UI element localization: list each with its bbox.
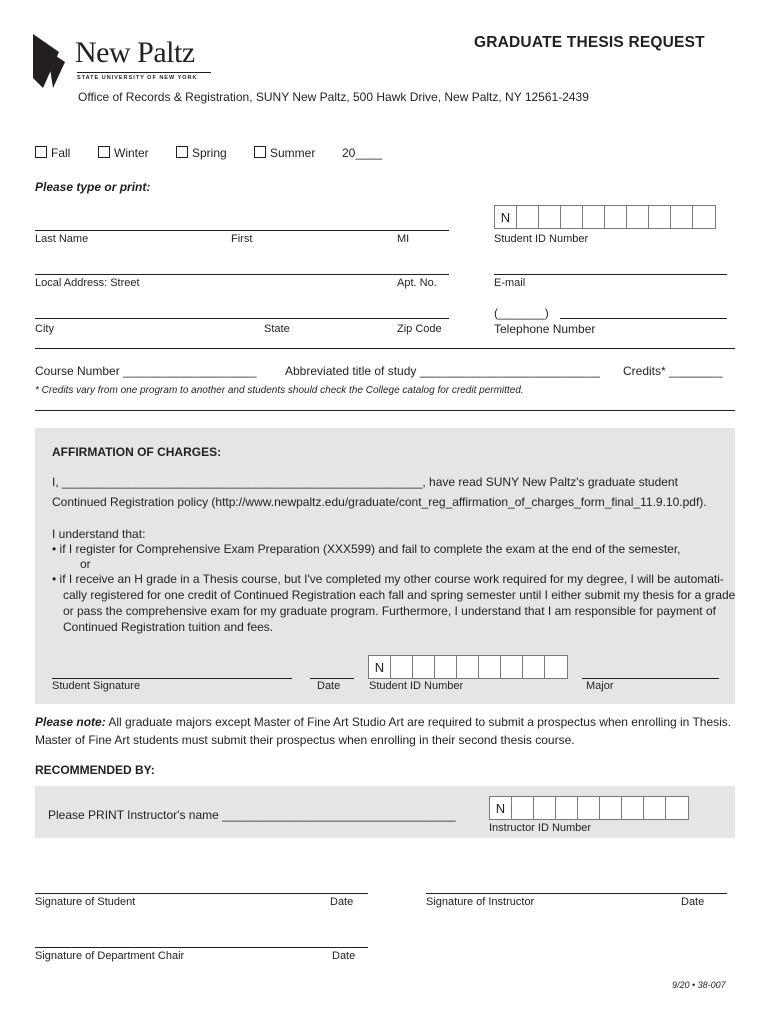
street-label: Local Address: Street bbox=[35, 277, 140, 289]
form-code: 9/20 • 38-007 bbox=[672, 980, 726, 990]
email-label: E-mail bbox=[494, 277, 526, 289]
first-name-label: First bbox=[231, 233, 253, 245]
sig-chair-label: Signature of Department Chair bbox=[35, 950, 185, 962]
note-line1 bbox=[35, 715, 731, 729]
bullet-1: • if I register for Comprehensive Exam Preparation (XXX599) and fail to complete the exam at the end of the semester, bbox=[52, 542, 681, 556]
student-sig-line[interactable] bbox=[35, 893, 368, 894]
student-id-boxes[interactable] bbox=[494, 205, 716, 229]
new-paltz-logo-icon bbox=[33, 34, 67, 88]
abbrev-title-field[interactable]: Abbreviated title of study ___________________________ bbox=[285, 364, 600, 378]
id-prefix: N bbox=[495, 206, 517, 228]
student-id-label: Student ID Number bbox=[494, 233, 589, 245]
instructor-sig-line[interactable] bbox=[426, 893, 727, 894]
sig-instructor-label: Signature of Instructor bbox=[426, 896, 535, 908]
term-summer[interactable]: Summer bbox=[254, 146, 315, 160]
term-fall[interactable]: Fall bbox=[35, 146, 70, 160]
affirmation-date-line[interactable] bbox=[310, 678, 354, 679]
credits-field[interactable]: Credits* ________ bbox=[623, 364, 723, 378]
bullet-2-line1: • if I receive an H grade in a Thesis course, but I've completed my other course work required for my degree, I will be automati- bbox=[52, 572, 724, 586]
student-signature-line[interactable] bbox=[52, 678, 292, 679]
understand-text: I understand that: bbox=[52, 527, 146, 541]
checkbox-icon[interactable] bbox=[176, 146, 188, 158]
form-title: GRADUATE THESIS REQUEST bbox=[474, 34, 705, 51]
recommended-heading: RECOMMENDED BY: bbox=[35, 763, 155, 777]
affirmation-line2: Continued Registration policy (http://www.newpaltz.edu/graduate/cont_reg_affirmation_of_charges_form_final_11.9.10.pdf). bbox=[52, 495, 707, 509]
term-winter[interactable]: Winter bbox=[98, 146, 149, 160]
telephone-label: Telephone Number bbox=[494, 322, 596, 336]
note-line2: Master of Fine Art students must submit their prospectus when enrolling in their second thesis course. bbox=[35, 733, 575, 747]
affirmation-heading: AFFIRMATION OF CHARGES: bbox=[52, 445, 222, 459]
apt-label: Apt. No. bbox=[397, 277, 437, 289]
checkbox-icon[interactable] bbox=[35, 146, 47, 158]
chair-sig-line[interactable] bbox=[35, 947, 368, 948]
sig-chair-date-label: Date bbox=[332, 950, 356, 962]
instructor-id-boxes[interactable] bbox=[489, 796, 689, 820]
or-text: or bbox=[80, 557, 91, 571]
state-label: State bbox=[264, 323, 290, 335]
affirmation-id-label: Student ID Number bbox=[369, 680, 464, 692]
address-line[interactable] bbox=[35, 274, 449, 275]
sig-student-date-label: Date bbox=[330, 896, 354, 908]
major-label: Major bbox=[586, 680, 614, 692]
phone-area-code[interactable]: (_______) bbox=[494, 306, 549, 320]
name-line[interactable] bbox=[35, 230, 449, 231]
logo-subtext: STATE UNIVERSITY OF NEW YORK bbox=[77, 75, 198, 81]
zip-label: Zip Code bbox=[397, 323, 442, 335]
affirmation-line1[interactable]: I, ______________________________________________________, have read SUNY New Paltz's graduate student bbox=[52, 475, 678, 489]
checkbox-icon[interactable] bbox=[254, 146, 266, 158]
affirmation-date-label: Date bbox=[317, 680, 341, 692]
id-prefix: N bbox=[369, 656, 391, 678]
major-line[interactable] bbox=[582, 678, 719, 679]
checkbox-icon[interactable] bbox=[98, 146, 110, 158]
email-line[interactable] bbox=[494, 274, 727, 275]
instructor-id-label: Instructor ID Number bbox=[489, 822, 592, 834]
course-number-field[interactable]: Course Number ____________________ bbox=[35, 364, 257, 378]
id-prefix: N bbox=[490, 797, 512, 819]
city-label: City bbox=[35, 323, 54, 335]
term-spring[interactable]: Spring bbox=[176, 146, 227, 160]
credits-note: * Credits vary from one program to another and students should check the College catalog for credit permitted. bbox=[35, 385, 524, 396]
phone-line[interactable] bbox=[560, 318, 727, 319]
instructor-name-field[interactable]: Please PRINT Instructor's name ___________________________________ bbox=[48, 808, 456, 822]
bullet-2-line3: or pass the comprehensive exam for my graduate program. Furthermore, I understand that I am responsible for payment of bbox=[63, 604, 716, 618]
office-address: Office of Records & Registration, SUNY New Paltz, 500 Hawk Drive, New Paltz, NY 12561-2439 bbox=[78, 90, 589, 104]
note-text: All graduate majors except Master of Fine Art Studio Art are required to submit a prospectus when enrolling in Thesis. bbox=[105, 715, 732, 729]
city-line[interactable] bbox=[35, 318, 449, 319]
instructions: Please type or print: bbox=[35, 180, 151, 194]
sig-instructor-date-label: Date bbox=[681, 896, 705, 908]
mi-label: MI bbox=[397, 233, 410, 245]
affirmation-id-boxes[interactable] bbox=[368, 655, 568, 679]
student-signature-label: Student Signature bbox=[52, 680, 141, 692]
logo bbox=[33, 34, 213, 90]
bullet-2-line2: cally registered for one credit of Continued Registration each fall and spring semester until I either submit my thesis for a grade bbox=[63, 588, 736, 602]
sig-student-label: Signature of Student bbox=[35, 896, 136, 908]
bullet-2-line4: Continued Registration tuition and fees. bbox=[63, 620, 274, 634]
term-year[interactable]: 20____ bbox=[342, 146, 383, 160]
note-bold: Please note: bbox=[35, 715, 106, 729]
logo-text: New Paltz bbox=[75, 36, 195, 69]
last-name-label: Last Name bbox=[35, 233, 89, 245]
